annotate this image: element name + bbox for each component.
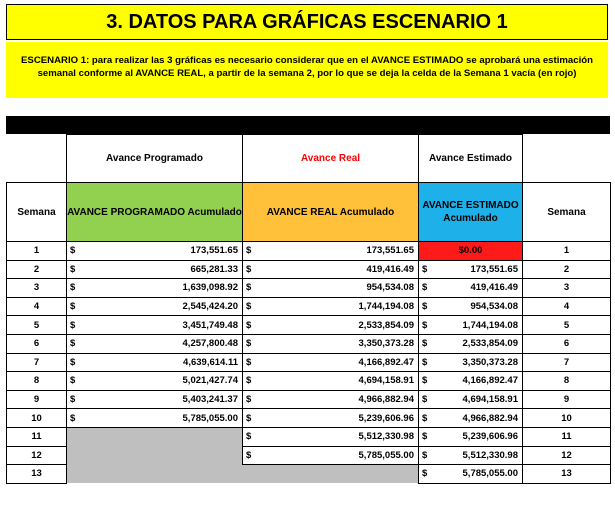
currency-symbol: $ bbox=[422, 356, 428, 368]
cell-value: 419,416.49 bbox=[470, 282, 518, 294]
programado-cell bbox=[67, 390, 243, 409]
header-avance-programado: Avance Programado bbox=[67, 135, 243, 183]
estimado-cell bbox=[419, 260, 523, 279]
semana-cell-right: 5 bbox=[523, 316, 611, 335]
semana-cell-right: 3 bbox=[523, 279, 611, 298]
semana-cell: 3 bbox=[7, 279, 67, 298]
currency-symbol: $ bbox=[246, 412, 252, 424]
currency-symbol: $ bbox=[422, 431, 428, 443]
semana-cell-right: 8 bbox=[523, 372, 611, 391]
blank-header-cell-right bbox=[523, 135, 611, 183]
estimado-cell bbox=[419, 316, 523, 335]
cell-value: 954,534.08 bbox=[366, 282, 414, 294]
currency-symbol: $ bbox=[422, 263, 428, 275]
header-avance-estimado: Avance Estimado bbox=[419, 135, 523, 183]
scenario-note: ESCENARIO 1: para realizar las 3 gráficas es necesario considerar que en el AVANCE ESTIMADO se aprobará una estimación semanal conforme al AVANCE REAL, a partir de la semana 2, por lo que se deja la celda de la Semana 1 vacía (en rojo) bbox=[6, 42, 608, 98]
table-row bbox=[7, 297, 611, 316]
currency-symbol: $ bbox=[422, 282, 428, 294]
semana-cell: 13 bbox=[7, 465, 67, 484]
estimado-cell bbox=[419, 334, 523, 353]
currency-symbol: $ bbox=[246, 338, 252, 350]
header-programado-acumulado: AVANCE PROGRAMADO Acumulado bbox=[67, 183, 243, 242]
table-row bbox=[7, 390, 611, 409]
cell-value: 5,785,055.00 bbox=[358, 449, 414, 461]
currency-symbol: $ bbox=[246, 394, 252, 406]
cell-value: 5,785,055.00 bbox=[462, 468, 518, 480]
estimado-cell bbox=[419, 390, 523, 409]
currency-symbol: $ bbox=[70, 263, 76, 275]
real-cell bbox=[243, 242, 419, 261]
table-row bbox=[7, 334, 611, 353]
estimado-cell bbox=[419, 297, 523, 316]
table-row bbox=[7, 372, 611, 391]
empty-gray-cell bbox=[67, 446, 243, 465]
currency-symbol: $ bbox=[246, 245, 252, 257]
currency-symbol: $ bbox=[70, 375, 76, 387]
table-row bbox=[7, 279, 611, 298]
cell-value: 173,551.65 bbox=[366, 245, 414, 257]
real-cell bbox=[243, 409, 419, 428]
semana-cell-right: 7 bbox=[523, 353, 611, 372]
data-table bbox=[6, 134, 611, 484]
estimado-cell-empty: $0.00 bbox=[419, 242, 523, 261]
semana-cell: 5 bbox=[7, 316, 67, 335]
currency-symbol: $ bbox=[422, 412, 428, 424]
cell-value: 5,239,606.96 bbox=[462, 431, 518, 443]
table-row bbox=[7, 353, 611, 372]
cell-value: 665,281.33 bbox=[190, 263, 238, 275]
currency-symbol: $ bbox=[70, 282, 76, 294]
currency-symbol: $ bbox=[70, 245, 76, 257]
programado-cell bbox=[67, 279, 243, 298]
empty-gray-cell bbox=[67, 465, 243, 484]
cell-value: 1,744,194.08 bbox=[462, 319, 518, 331]
currency-symbol: $ bbox=[70, 301, 76, 313]
currency-symbol: $ bbox=[246, 431, 252, 443]
table-row bbox=[7, 465, 611, 484]
cell-value: 954,534.08 bbox=[470, 301, 518, 313]
cell-value: 2,533,854.09 bbox=[462, 338, 518, 350]
real-cell bbox=[243, 279, 419, 298]
semana-cell-right: 11 bbox=[523, 427, 611, 446]
programado-cell bbox=[67, 260, 243, 279]
semana-cell-right: 13 bbox=[523, 465, 611, 484]
table-row bbox=[7, 409, 611, 428]
cell-value: 5,512,330.98 bbox=[358, 431, 414, 443]
cell-value: 5,239,606.96 bbox=[358, 412, 414, 424]
currency-symbol: $ bbox=[422, 338, 428, 350]
page-title: 3. DATOS PARA GRÁFICAS ESCENARIO 1 bbox=[6, 4, 608, 40]
estimado-cell bbox=[419, 353, 523, 372]
currency-symbol: $ bbox=[70, 394, 76, 406]
header-semana: Semana bbox=[7, 183, 67, 242]
cell-value: 1,744,194.08 bbox=[358, 301, 414, 313]
semana-cell-right: 12 bbox=[523, 446, 611, 465]
real-cell bbox=[243, 372, 419, 391]
currency-symbol: $ bbox=[246, 319, 252, 331]
currency-symbol: $ bbox=[246, 263, 252, 275]
real-cell bbox=[243, 390, 419, 409]
table-row bbox=[7, 446, 611, 465]
cell-value: 3,350,373.28 bbox=[358, 338, 414, 350]
currency-symbol: $ bbox=[422, 319, 428, 331]
real-cell bbox=[243, 297, 419, 316]
table-row bbox=[7, 242, 611, 261]
semana-cell: 8 bbox=[7, 372, 67, 391]
semana-cell-right: 2 bbox=[523, 260, 611, 279]
semana-cell: 2 bbox=[7, 260, 67, 279]
empty-gray-cell bbox=[67, 427, 243, 446]
header-semana-right: Semana bbox=[523, 183, 611, 242]
programado-cell bbox=[67, 334, 243, 353]
semana-cell: 6 bbox=[7, 334, 67, 353]
header-real-acumulado: AVANCE REAL Acumulado bbox=[243, 183, 419, 242]
currency-symbol: $ bbox=[70, 338, 76, 350]
semana-cell: 1 bbox=[7, 242, 67, 261]
currency-symbol: $ bbox=[422, 301, 428, 313]
estimado-cell bbox=[419, 465, 523, 484]
table-row bbox=[7, 316, 611, 335]
currency-symbol: $ bbox=[70, 356, 76, 368]
cell-value: 5,512,330.98 bbox=[462, 449, 518, 461]
currency-symbol: $ bbox=[246, 301, 252, 313]
semana-cell-right: 9 bbox=[523, 390, 611, 409]
currency-symbol: $ bbox=[422, 449, 428, 461]
real-cell bbox=[243, 353, 419, 372]
estimado-cell bbox=[419, 372, 523, 391]
data-table-container bbox=[6, 134, 610, 520]
semana-cell-right: 1 bbox=[523, 242, 611, 261]
cell-value: 5,403,241.37 bbox=[182, 394, 238, 406]
cell-value: 4,966,882.94 bbox=[462, 412, 518, 424]
programado-cell bbox=[67, 316, 243, 335]
cell-value: 5,785,055.00 bbox=[182, 412, 238, 424]
currency-symbol: $ bbox=[246, 449, 252, 461]
blank-header-cell bbox=[7, 135, 67, 183]
header-estimado-acumulado: AVANCE ESTIMADO Acumulado bbox=[419, 183, 523, 242]
table-row bbox=[7, 427, 611, 446]
cell-value: 4,166,892.47 bbox=[358, 356, 414, 368]
real-cell bbox=[243, 427, 419, 446]
currency-symbol: $ bbox=[422, 375, 428, 387]
semana-cell: 9 bbox=[7, 390, 67, 409]
cell-value: 4,166,892.47 bbox=[462, 375, 518, 387]
programado-cell bbox=[67, 409, 243, 428]
cell-value: 3,451,749.48 bbox=[182, 319, 238, 331]
estimado-cell bbox=[419, 427, 523, 446]
currency-symbol: $ bbox=[246, 356, 252, 368]
cell-value: 4,966,882.94 bbox=[358, 394, 414, 406]
semana-cell: 12 bbox=[7, 446, 67, 465]
currency-symbol: $ bbox=[422, 468, 428, 480]
cell-value: 1,639,098.92 bbox=[182, 282, 238, 294]
cell-value: 5,021,427.74 bbox=[182, 375, 238, 387]
cell-value: 173,551.65 bbox=[470, 263, 518, 275]
semana-cell: 10 bbox=[7, 409, 67, 428]
cell-value: 4,694,158.91 bbox=[462, 394, 518, 406]
header-bar bbox=[6, 116, 610, 134]
estimado-cell bbox=[419, 279, 523, 298]
cell-value: 4,639,614.11 bbox=[183, 356, 238, 368]
currency-symbol: $ bbox=[422, 394, 428, 406]
programado-cell bbox=[67, 242, 243, 261]
semana-cell-right: 4 bbox=[523, 297, 611, 316]
programado-cell bbox=[67, 372, 243, 391]
programado-cell bbox=[67, 353, 243, 372]
semana-cell-right: 6 bbox=[523, 334, 611, 353]
cell-value: 4,694,158.91 bbox=[358, 375, 414, 387]
semana-cell-right: 10 bbox=[523, 409, 611, 428]
currency-symbol: $ bbox=[70, 412, 76, 424]
estimado-cell bbox=[419, 446, 523, 465]
estimado-cell bbox=[419, 409, 523, 428]
real-cell bbox=[243, 446, 419, 465]
real-cell bbox=[243, 334, 419, 353]
cell-value: 173,551.65 bbox=[190, 245, 238, 257]
semana-cell: 11 bbox=[7, 427, 67, 446]
currency-symbol: $ bbox=[70, 319, 76, 331]
currency-symbol: $ bbox=[246, 282, 252, 294]
empty-gray-cell bbox=[243, 465, 419, 484]
cell-value: 4,257,800.48 bbox=[182, 338, 238, 350]
cell-value: 2,545,424.20 bbox=[182, 301, 238, 313]
real-cell bbox=[243, 260, 419, 279]
semana-cell: 7 bbox=[7, 353, 67, 372]
header-avance-real: Avance Real bbox=[243, 135, 419, 183]
table-row bbox=[7, 260, 611, 279]
programado-cell bbox=[67, 297, 243, 316]
real-cell bbox=[243, 316, 419, 335]
currency-symbol: $ bbox=[246, 375, 252, 387]
cell-value: 419,416.49 bbox=[366, 263, 414, 275]
cell-value: 2,533,854.09 bbox=[358, 319, 414, 331]
cell-value: 3,350,373.28 bbox=[462, 356, 518, 368]
semana-cell: 4 bbox=[7, 297, 67, 316]
